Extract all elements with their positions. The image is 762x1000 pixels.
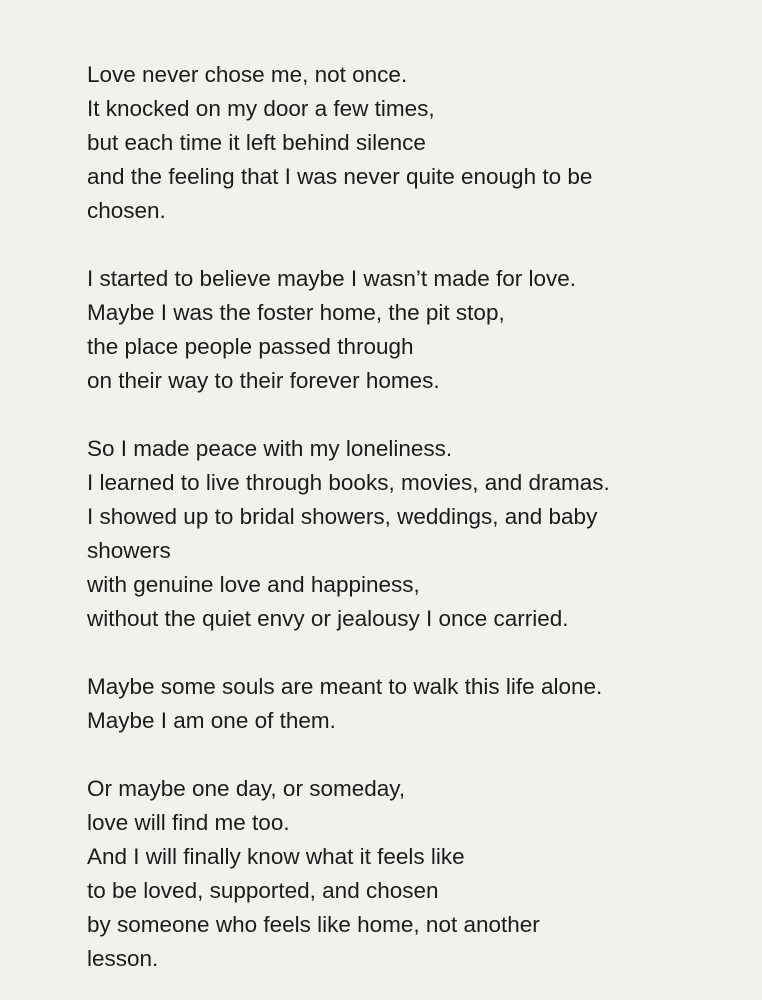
poem-line: but each time it left behind silence (87, 130, 426, 155)
stanza-5 (87, 772, 722, 976)
poem-line: Maybe I was the foster home, the pit stop, (87, 300, 505, 325)
poem-line: chosen. (87, 198, 166, 223)
stanza-3 (87, 432, 722, 636)
poem-line: showers (87, 538, 171, 563)
poem-line: by someone who feels like home, not another (87, 912, 540, 937)
poem-line: lesson. (87, 946, 159, 971)
poem-line: I started to believe maybe I wasn’t made for love. (87, 266, 576, 291)
poem-line: Maybe I am one of them. (87, 708, 336, 733)
poem-line: without the quiet envy or jealousy I once carried. (87, 606, 569, 631)
poem-line: Or maybe one day, or someday, (87, 776, 406, 801)
stanza-2 (87, 262, 722, 398)
poem-line: on their way to their forever homes. (87, 368, 440, 393)
poem-line: love will find me too. (87, 810, 290, 835)
poem-line: the place people passed through (87, 334, 414, 359)
poem-line: Love never chose me, not once. (87, 62, 408, 87)
poem-line: I learned to live through books, movies, and dramas. (87, 470, 610, 495)
poem-line: So I made peace with my loneliness. (87, 436, 453, 461)
poem-line: And I will finally know what it feels like (87, 844, 465, 869)
poem-line: to be loved, supported, and chosen (87, 878, 439, 903)
poem-line: and the feeling that I was never quite enough to be (87, 164, 593, 189)
stanza-1 (87, 58, 722, 228)
poem-line: It knocked on my door a few times, (87, 96, 435, 121)
poem-line: I showed up to bridal showers, weddings, and baby (87, 504, 598, 529)
stanza-4 (87, 670, 722, 738)
poem-line: with genuine love and happiness, (87, 572, 420, 597)
poem-line: Maybe some souls are meant to walk this life alone. (87, 674, 603, 699)
